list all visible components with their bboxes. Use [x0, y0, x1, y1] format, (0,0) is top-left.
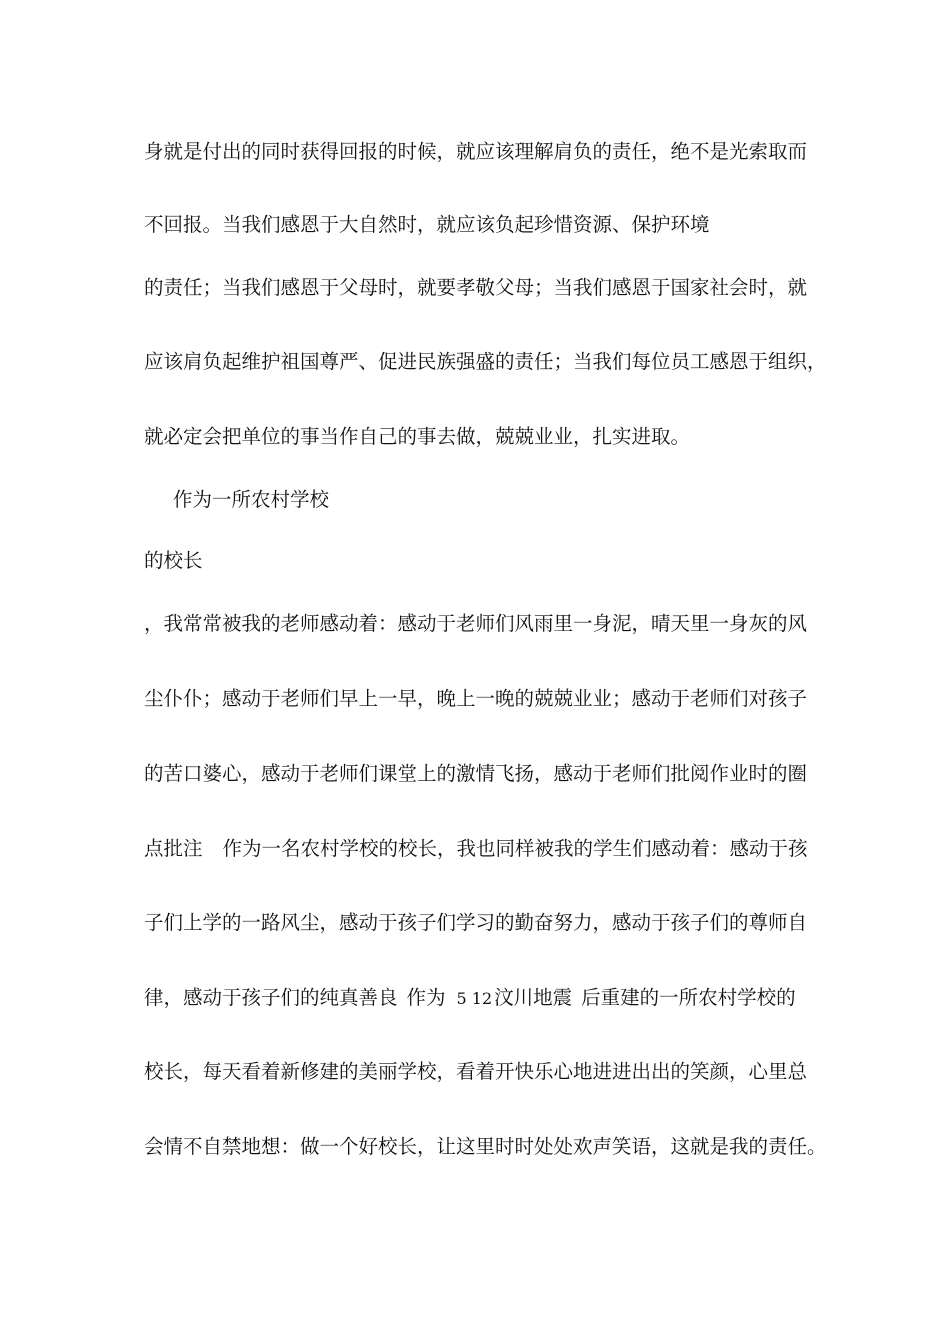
text-line-10: 的苦口婆心，感动于老师们课堂上的激情飞扬，感动于老师们批阅作业时的圈: [144, 762, 808, 785]
text-line-11-part-a: 点批注: [144, 837, 203, 860]
text-line-5: 就必定会把单位的事当作自己的事去做，兢兢业业，扎实进取。: [144, 425, 691, 448]
text-line-13-date: 5 12: [456, 989, 493, 1008]
text-line-14: 校长，每天看着新修建的美丽学校，看着开快乐心地进进出出的笑颜，心里总: [144, 1060, 808, 1083]
text-line-4: 应该肩负起维护祖国尊严、促进民族强盛的责任；当我们每位员工感恩于组织，: [144, 350, 827, 373]
text-line-13-part-a: 律，感动于孩子们的纯真善良: [144, 986, 398, 1009]
text-line-13-part-b: 作为: [406, 986, 446, 1009]
text-line-11: [144, 836, 808, 862]
text-line-13: [144, 985, 796, 1012]
text-line-15: 会情不自禁地想：做一个好校长，让这里时时处处欢声笑语，这就是我的责任。: [144, 1135, 827, 1158]
text-line-6: 作为一所农村学校: [173, 488, 330, 511]
text-line-8: ，我常常被我的老师感动着：感动于老师们风雨里一身泥，晴天里一身灰的风: [144, 612, 808, 635]
text-line-7: 的校长: [144, 549, 203, 572]
text-line-11-part-b: 作为一名农村学校的校长，我也同样被我的学生们感动着：感动于孩: [222, 837, 808, 860]
text-line-13-part-e: 后重建的一所农村学校的: [581, 986, 796, 1009]
text-line-9: 尘仆仆；感动于老师们早上一早，晚上一晚的兢兢业业；感动于老师们对孩子: [144, 687, 808, 710]
text-line-2: 不回报。当我们感恩于大自然时，就应该负起珍惜资源、保护环境: [144, 213, 710, 236]
text-line-1: 身就是付出的同时获得回报的时候，就应该理解肩负的责任，绝不是光索取而: [144, 140, 808, 163]
text-line-13-part-d: 汶川地震: [494, 986, 573, 1009]
text-line-12: 子们上学的一路风尘，感动于孩子们学习的勤奋努力，感动于孩子们的尊师自: [144, 911, 808, 934]
text-line-3: 的责任；当我们感恩于父母时，就要孝敬父母；当我们感恩于国家社会时，就: [144, 276, 808, 299]
